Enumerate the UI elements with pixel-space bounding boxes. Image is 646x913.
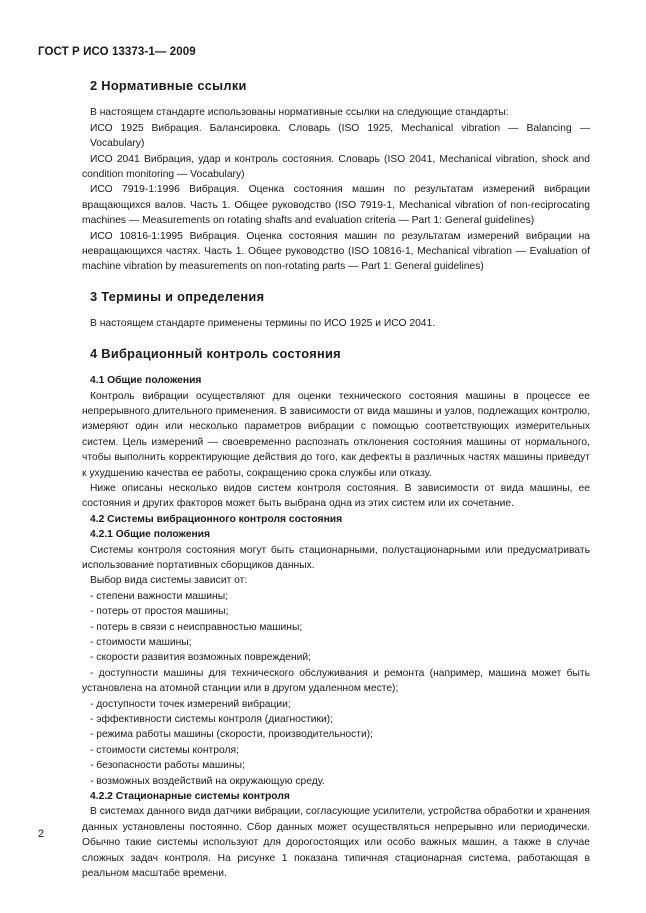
document-body bbox=[82, 70, 590, 882]
reference-iso-1925: ИСО 1925 Вибрация. Балансировка. Словарь (ISO 1925, Mechanical vibration — Balancing — Vocabulary) bbox=[90, 122, 590, 150]
reference-iso-7919: ИСО 7919-1:1996 Вибрация. Оценка состояния машин по результатам измерений вибрации вращающихся валов. Часть 1. Общее руководство (ISO 7919-1, Mechanical vibration of non-reciprocating machines — Measurements on rotating shafts and evaluation criteria — Part 1: General guidelines) bbox=[82, 184, 590, 227]
list-item: - потерь от простоя машины; bbox=[90, 606, 229, 618]
subsection-4-2-2-paragraph-1: В системах данного вида датчики вибрации, согласующие усилители, устройства обработки и хранения данных установлены постоянно. Сбор данных может осуществляться непрерывно или периодически. Обычно такие системы используют для дорогостоящих или особо важных машин, а также в случае сложных задач контроля. На рисунке 1 показана типичная стационарная система, работающая в реальном масштабе времени. bbox=[82, 806, 590, 880]
section-3-text: В настоящем стандарте применены термины по ИСО 1925 и ИСО 2041. bbox=[90, 318, 436, 330]
reference-iso-2041: ИСО 2041 Вибрация, удар и контроль состояния. Словарь (ISO 2041, Mechanical vibration, shock and condition monitoring — Vocabulary) bbox=[82, 153, 590, 181]
list-item: - доступности точек измерений вибрации; bbox=[90, 698, 291, 710]
subsection-4-2-title: 4.2 Системы вибрационного контроля состояния bbox=[90, 513, 343, 525]
subsection-4-2-1-paragraph-1: Системы контроля состояния могут быть стационарными, полустационарными или предусматривать использование портативных сборщиков данных. bbox=[82, 544, 590, 571]
list-item: - стоимости машины; bbox=[90, 637, 192, 648]
list-item: - потерь в связи с неисправностью машины; bbox=[90, 621, 303, 633]
subsection-4-1-paragraph-1: Контроль вибрации осуществляют для оценки технического состояния машины в процессе ее непрерывного длительного применения. В зависимости от вида машины и узлов, подлежащих контролю, измеряют один или несколько параметров вибрации с помощью соответствующих измерительных систем. Цель измерений — своевременно распознать отклонения состояния машины от нормального, чтобы выполнить корректирующие действия до того, как дефекты в различных частях машины приведут к ухудшению качества ее работы, сокращению срока службы или отказу. bbox=[82, 390, 590, 479]
subsection-4-2-2-title: 4.2.2 Стационарные системы контроля bbox=[90, 791, 290, 803]
section-2-title: 2 Нормативные ссылки bbox=[90, 78, 247, 93]
list-item: - режима работы машины (скорости, производительности); bbox=[90, 729, 374, 741]
list-item: - эффективности системы контроля (диагностики); bbox=[90, 714, 334, 726]
list-item: - степени важности машины; bbox=[90, 590, 228, 602]
subsection-4-1-title: 4.1 Общие положения bbox=[90, 375, 202, 387]
list-item: - возможных воздействий на окружающую среду. bbox=[90, 775, 325, 787]
document-header: ГОСТ Р ИСО 13373-1— 2009 bbox=[38, 46, 196, 58]
section-4-title: 4 Вибрационный контроль состояния bbox=[90, 345, 341, 361]
list-item: - доступности машины для технического обслуживания и ремонта (например, машина может быть установлена на атомной станции или в другом удаленном месте); bbox=[82, 667, 590, 695]
subsection-4-1-paragraph-2: Ниже описаны несколько видов систем контроля состояния. В зависимости от вида машины, ее состояния и других факторов может быть выбрана одна из этих систем или их сочетание. bbox=[82, 482, 590, 510]
section-3-title: 3 Термины и определения bbox=[90, 288, 265, 304]
list-item: - стоимости системы контроля; bbox=[90, 744, 239, 756]
page-number: 2 bbox=[38, 828, 45, 840]
subsection-4-2-1-paragraph-2: Выбор вида системы зависит от: bbox=[90, 575, 248, 587]
list-item: - скорости развития возможных повреждений; bbox=[90, 652, 312, 664]
section-2-intro: В настоящем стандарте использованы нормативные ссылки на следующие стандарты: bbox=[90, 107, 509, 119]
list-item: - безопасности работы машины; bbox=[90, 760, 245, 772]
subsection-4-2-1-title: 4.2.1 Общие положения bbox=[90, 529, 210, 541]
reference-iso-10816: ИСО 10816-1:1995 Вибрация. Оценка состояния машин по результатам измерений вибрации на невращающихся частях. Часть 1. Общее руководство (ISO 10816-1, Mechanical vibration — Evaluation of machine vibration by measurements on non-rotating parts — Part 1: General guidelines) bbox=[82, 230, 590, 273]
